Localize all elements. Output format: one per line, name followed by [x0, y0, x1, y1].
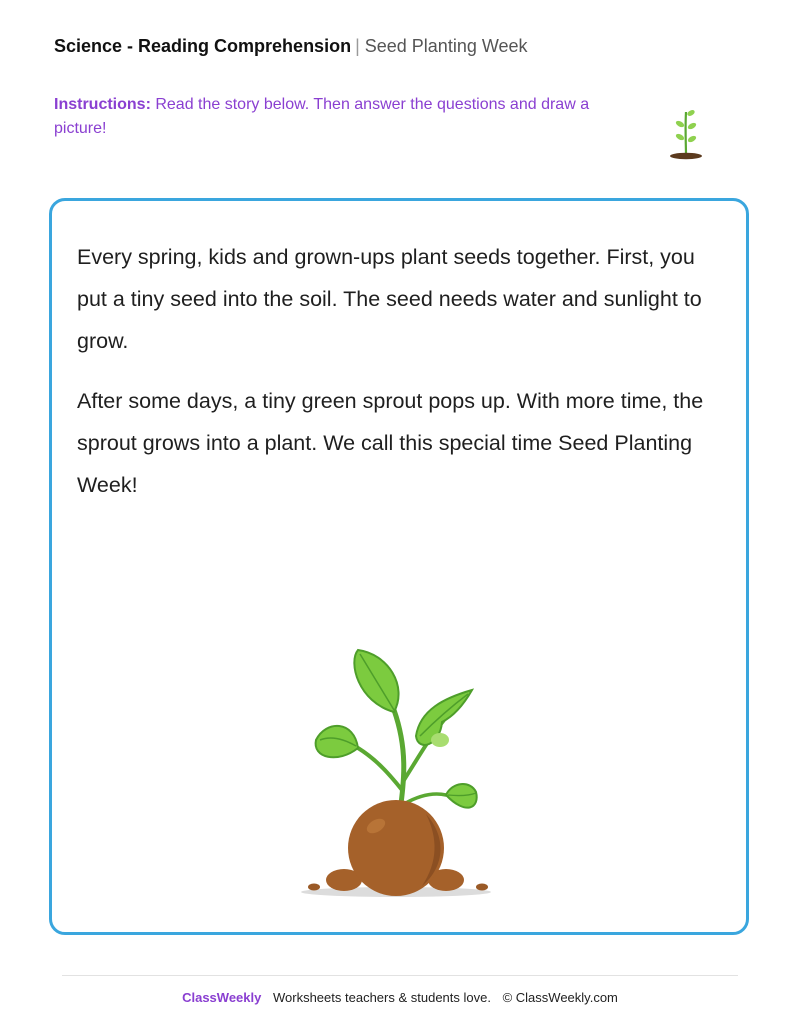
story-paragraph-1: Every spring, kids and grown-ups plant seeds together. First, you put a tiny seed into the soil. The seed needs water and sunlight to grow.: [77, 245, 702, 353]
footer: [0, 990, 800, 1005]
footer-divider: [62, 975, 738, 976]
footer-copyright: © ClassWeekly.com: [502, 990, 618, 1005]
seedling-icon: [664, 104, 708, 160]
header-separator: |: [355, 36, 360, 56]
instructions: [54, 93, 614, 141]
sprouting-seed-illustration: [296, 640, 496, 910]
story-text: [77, 236, 717, 524]
instructions-label: Instructions:: [54, 96, 151, 113]
footer-brand: ClassWeekly: [182, 990, 262, 1005]
story-paragraph-2: After some days, a tiny green sprout pops up. With more time, the sprout grows into a plant. We call this special time Seed Planting Week!: [77, 389, 704, 497]
topic-title: Seed Planting Week: [364, 36, 528, 56]
subject-title: Science - Reading Comprehension: [54, 36, 352, 56]
footer-tagline: Worksheets teachers & students love.: [272, 990, 491, 1005]
worksheet-header: [54, 36, 528, 57]
instructions-text: Read the story below. Then answer the questions and draw a picture!: [54, 96, 590, 137]
